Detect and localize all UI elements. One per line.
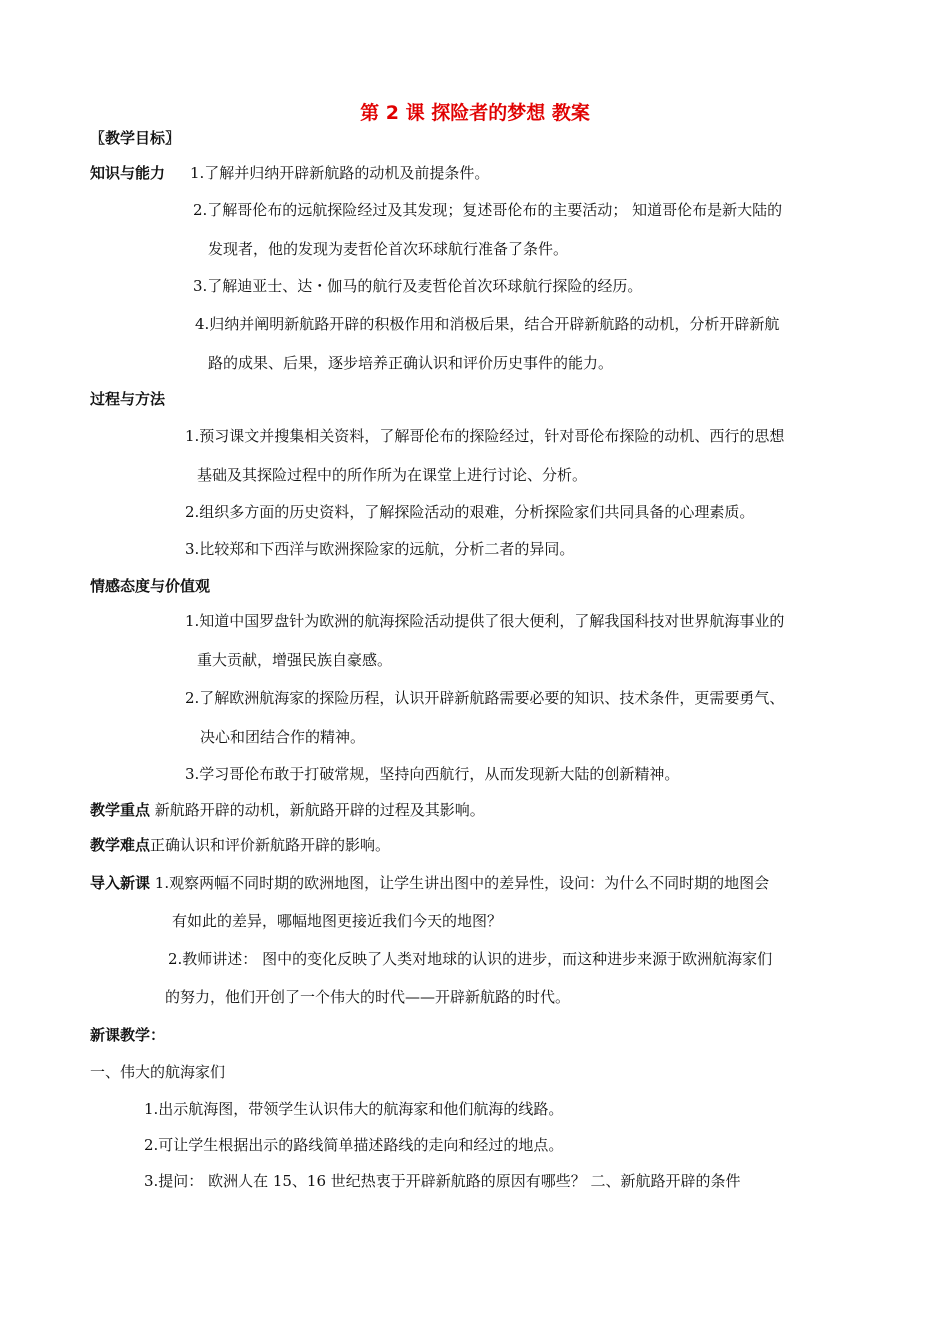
list-item: 的努力，他们开创了一个伟大的时代——开辟新航路的时代。: [165, 988, 571, 1006]
key-point-text: 新航路开辟的动机，新航路开辟的过程及其影响。: [150, 801, 485, 819]
label-process: 过程与方法: [90, 390, 166, 408]
list-item: 1.预习课文并搜集相关资料，了解哥伦布的探险经过，针对哥伦布探险的动机、西行的思想: [185, 427, 785, 445]
list-item: 路的成果、后果，逐步培养正确认识和评价历史事件的能力。: [208, 354, 614, 372]
list-item: 2.了解哥伦布的远航探险经过及其发现；复述哥伦布的主要活动； 知道哥伦布是新大陆的: [193, 201, 783, 219]
section-heading-navigators: 一、伟大的航海家们: [90, 1063, 226, 1081]
list-item: 重大贡献，增强民族自豪感。: [197, 651, 393, 669]
difficult-point-text: 正确认识和评价新航路开辟的影响。: [150, 836, 391, 854]
page-title: 第 2 课 探险者的梦想 教案: [360, 102, 590, 124]
list-item: 2.可让学生根据出示的路线简单描述路线的走向和经过的地点。: [144, 1136, 564, 1154]
list-item: 3.学习哥伦布敢于打破常规，坚持向西航行，从而发现新大陆的创新精神。: [185, 765, 680, 783]
list-item: 3.提问： 欧洲人在 15、16 世纪热衷于开辟新航路的原因有哪些？ 二、新航路开辟的条件: [144, 1172, 741, 1190]
list-item: 发现者，他的发现为麦哲伦首次环球航行准备了条件。: [208, 240, 569, 258]
label-difficult-point: 教学难点: [90, 836, 151, 854]
list-item: 2.教师讲述： 图中的变化反映了人类对地球的认识的进步，而这种进步来源于欧洲航海家们: [168, 950, 773, 968]
list-item: 1.了解并归纳开辟新航路的动机及前提条件。: [190, 164, 490, 182]
list-item: 2.组织多方面的历史资料，了解探险活动的艰难，分析探险家们共同具备的心理素质。: [185, 503, 755, 521]
label-knowledge: 知识与能力: [90, 164, 166, 182]
list-item: 基础及其探险过程中的所作所为在课堂上进行讨论、分析。: [197, 466, 588, 484]
list-item: 2.了解欧洲航海家的探险历程，认识开辟新航路需要必要的知识、技术条件，更需要勇气、: [185, 689, 785, 707]
list-item: 有如此的差异，哪幅地图更接近我们今天的地图？: [172, 912, 503, 930]
label-intro: 导入新课: [90, 874, 151, 892]
key-point-line: [90, 800, 485, 820]
label-new-lesson: 新课教学：: [90, 1026, 166, 1044]
list-item: 3.了解迪亚士、达・伽马的航行及麦哲伦首次环球航行探险的经历。: [193, 277, 643, 295]
difficult-point-line: [90, 835, 390, 855]
list-item: 决心和团结合作的精神。: [200, 728, 366, 746]
list-item: 1.知道中国罗盘针为欧洲的航海探险活动提供了很大便利，了解我国科技对世界航海事业的: [185, 612, 785, 630]
list-item: 4.归纳并阐明新航路开辟的积极作用和消极后果，结合开辟新航路的动机，分析开辟新航: [195, 315, 780, 333]
label-key-point: 教学重点: [90, 801, 151, 819]
label-emotion: 情感态度与价值观: [90, 577, 211, 595]
list-item: 3.比较郑和下西洋与欧洲探险家的远航，分析二者的异同。: [185, 540, 575, 558]
list-item: 1.观察两幅不同时期的欧洲地图，让学生讲出图中的差异性，设问：为什么不同时期的地图会: [150, 874, 770, 892]
list-item: 1.出示航海图，带领学生认识伟大的航海家和他们航海的线路。: [144, 1100, 564, 1118]
section-heading-goals: 〖教学目标〗: [90, 129, 181, 147]
intro-line: [90, 873, 769, 893]
